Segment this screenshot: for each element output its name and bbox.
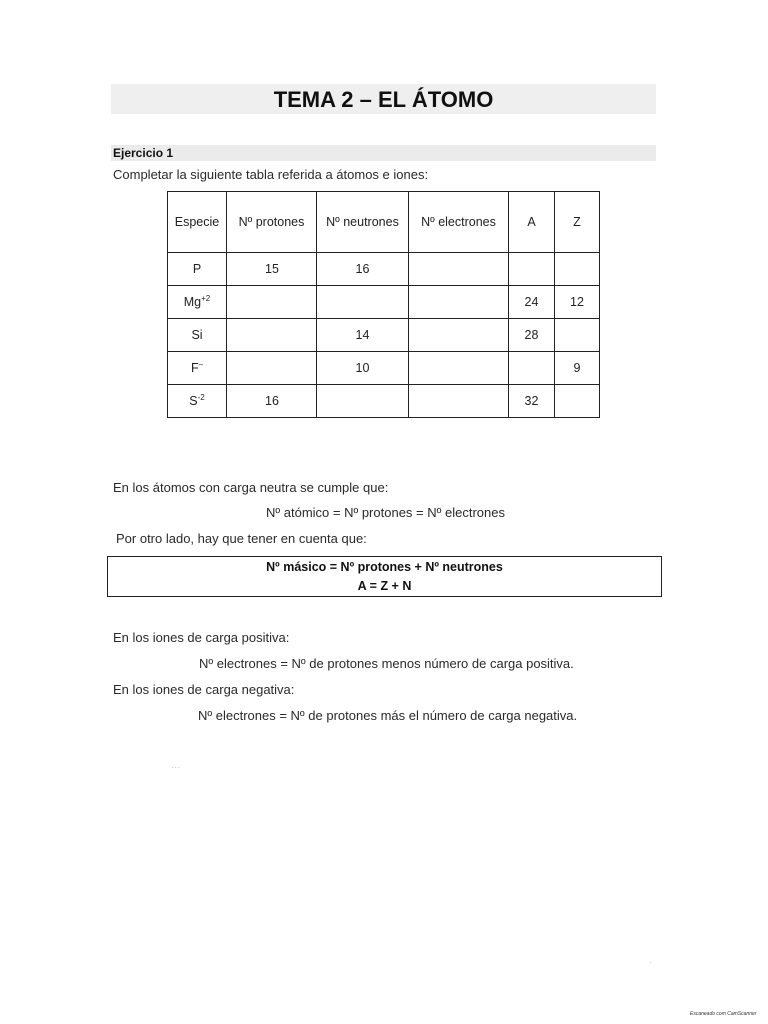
species-symbol: P <box>192 262 202 276</box>
atoms-ions-table <box>167 191 600 418</box>
table-header-row <box>168 192 600 253</box>
table-row <box>168 253 600 286</box>
exercise-instruction: Completar la siguiente tabla referida a átomos e iones: <box>113 167 429 182</box>
table-cell <box>409 385 509 418</box>
title-bar <box>111 84 656 114</box>
table-cell: 16 <box>317 253 409 286</box>
table-cell <box>409 319 509 352</box>
positive-ions-intro: En los iones de carga positiva: <box>113 630 290 645</box>
table-cell <box>409 286 509 319</box>
table-cell: 32 <box>509 385 555 418</box>
table-cell <box>227 352 317 385</box>
header-cell: Especie <box>168 192 227 253</box>
scan-speck: · <box>650 960 652 966</box>
table-row <box>168 319 600 352</box>
table-cell: 16 <box>227 385 317 418</box>
table-cell <box>409 352 509 385</box>
species-charge: – <box>198 359 204 369</box>
table-cell: 24 <box>509 286 555 319</box>
table-cell <box>317 286 409 319</box>
mass-number-formula-short: A = Z + N <box>357 579 412 593</box>
table-cell: 9 <box>555 352 600 385</box>
table-cell <box>227 319 317 352</box>
neutral-atoms-intro: En los átomos con carga neutra se cumple que: <box>113 480 389 495</box>
table-cell: 15 <box>227 253 317 286</box>
species-cell <box>168 385 227 418</box>
exercise-heading-bar <box>111 145 656 161</box>
species-symbol: F <box>190 361 199 375</box>
table-cell: 10 <box>317 352 409 385</box>
species-cell <box>168 286 227 319</box>
header-cell: A <box>509 192 555 253</box>
species-symbol: S <box>189 394 198 408</box>
scan-speck: · · · <box>172 765 180 771</box>
scanner-watermark: Escaneado com CamScanner <box>690 1011 757 1017</box>
species-symbol: Mg <box>183 295 202 309</box>
table-row <box>168 286 600 319</box>
table-cell: 14 <box>317 319 409 352</box>
header-cell: Nº electrones <box>409 192 509 253</box>
header-cell: Nº protones <box>227 192 317 253</box>
table-cell <box>555 385 600 418</box>
mass-number-formula-box <box>107 556 662 597</box>
negative-ions-intro: En los iones de carga negativa: <box>113 682 295 697</box>
species-cell <box>168 253 227 286</box>
page-title: TEMA 2 – EL ÁTOMO <box>273 87 494 112</box>
exercise-heading: Ejercicio 1 <box>113 146 174 160</box>
table-cell <box>555 253 600 286</box>
species-symbol: Si <box>191 328 203 342</box>
positive-ions-formula: Nº electrones = Nº de protones menos número de carga positiva. <box>199 656 574 671</box>
table-row <box>168 385 600 418</box>
table-cell <box>509 352 555 385</box>
table-cell <box>555 319 600 352</box>
header-cell: Z <box>555 192 600 253</box>
table-cell <box>509 253 555 286</box>
species-charge: +2 <box>201 293 211 303</box>
header-cell: Nº neutrones <box>317 192 409 253</box>
other-intro: Por otro lado, hay que tener en cuenta que: <box>116 531 367 546</box>
table-cell <box>317 385 409 418</box>
table-cell <box>227 286 317 319</box>
mass-number-formula: Nº másico = Nº protones + Nº neutrones <box>266 560 503 574</box>
table-cell <box>409 253 509 286</box>
negative-ions-formula: Nº electrones = Nº de protones más el número de carga negativa. <box>198 708 578 723</box>
species-charge: -2 <box>197 392 205 402</box>
species-cell <box>168 319 227 352</box>
table-cell: 12 <box>555 286 600 319</box>
table-cell: 28 <box>509 319 555 352</box>
neutral-atoms-formula: Nº atómico = Nº protones = Nº electrones <box>266 505 505 520</box>
table-row <box>168 352 600 385</box>
species-cell <box>168 352 227 385</box>
